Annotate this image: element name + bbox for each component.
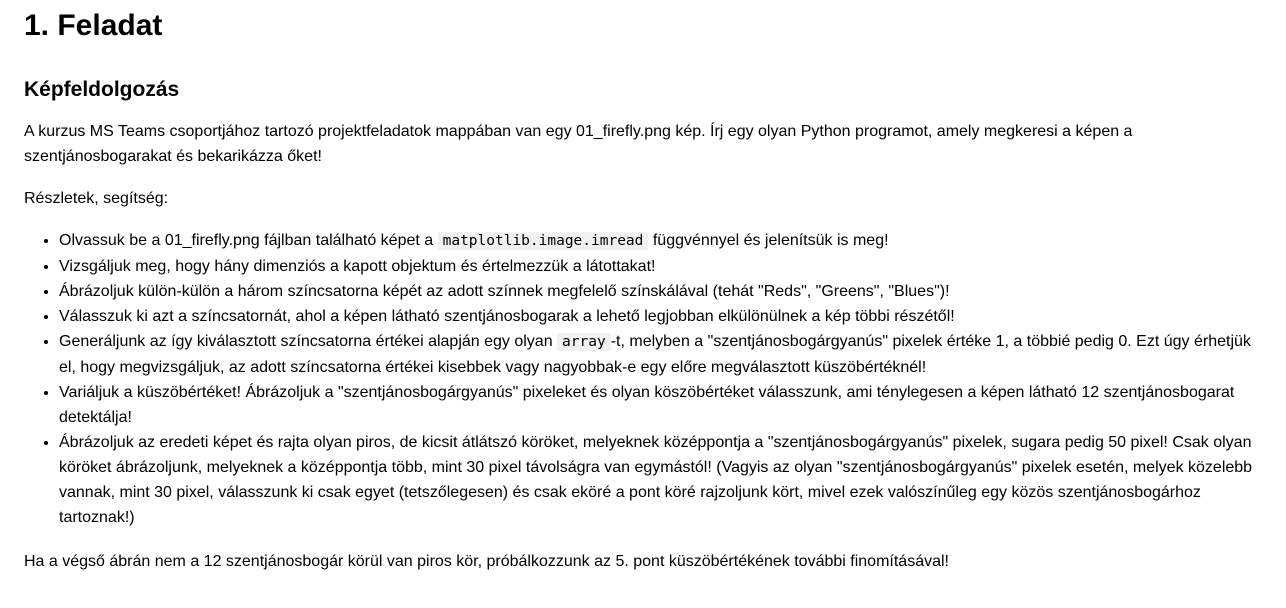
steps-list	[24, 228, 1262, 530]
list-item: • Variáljuk a küszöbértéket! Ábrázoljuk a "szentjánosbogárgyanús" pixeleket és olyan köszöbértéket válasszunk, ami ténylegesen a képen látható 12 szentjánosbogarat detektálja!	[59, 380, 1262, 430]
list-item: • Vizsgáljuk meg, hogy hány dimenziós a kapott objektum és értelmezzük a látottakat!	[59, 254, 1262, 279]
details-label: Részletek, segítség:	[24, 190, 169, 207]
step-text: Generáljunk az így kiválasztott színcsatorna értékei alapján egy olyan	[59, 333, 558, 350]
list-item: • Ábrázoljuk az eredeti képet és rajta olyan piros, de kicsit átlátszó köröket, melyeknek középpontja a "szentjánosbogárgyanús" pixelek, sugara pedig 50 pixel! Csak olyan köröket ábrázoljunk, melyeknek a középpontja több, mint 30 pixel távolságra van egymástól! (Vagyis az olyan "szentjánosbogárgyanús" pixelek esetén, melyek közelebb vannak, mint 30 pixel, válasszunk ki csak egyet (tetszőlegesen) és csak eköré a pont köré rajzoljunk kört, mivel ezek valószínűleg egy közös szentjánosbogárhoz tartoznak!)	[59, 430, 1262, 530]
inline-code: array	[557, 333, 611, 351]
step-text: Olvassuk be a 01_firefly.png fájlban található képet a	[59, 232, 438, 249]
list-item: • Válasszuk ki azt a színcsatornát, ahol a képen látható szentjánosbogarak a lehető legjobban elkülönülnek a kép többi részétől!	[59, 304, 1262, 329]
page-title: 1. Feladat	[24, 9, 163, 42]
inline-code: matplotlib.image.imread	[438, 232, 649, 250]
final-note: Ha a végső ábrán nem a 12 szentjánosbogár körül van piros kör, próbálkozzunk az 5. pont küszöbértékének további finomításával!	[24, 553, 949, 570]
step-text: -t, melyben a "szentjánosbogárgyanús" pixelek értéke 1, a többié pedig 0. Ezt úgy érhetjük el, hogy megvizsgáljuk, az adott színcsatorna értékei kisebbek vagy nagyobbak-e egy előre megválasztott küszöbértéknél!	[59, 333, 1251, 376]
intro-paragraph: A kurzus MS Teams csoportjához tartozó projektfeladatok mappában van egy 01_firefly.png kép. Írj egy olyan Python programot, amely megkeresi a képen a szentjánosbogarakat és bekarikázza őket!	[24, 123, 1133, 165]
list-item	[59, 228, 1262, 254]
list-item	[59, 329, 1262, 380]
step-text: függvénnyel és jelenítsük is meg!	[648, 232, 889, 249]
list-item: • Ábrázoljuk külön-külön a három színcsatorna képét az adott színnek megfelelő színskálával (tehát "Reds", "Greens", "Blues")!	[59, 279, 1262, 304]
section-heading: Képfeldolgozás	[24, 78, 180, 101]
